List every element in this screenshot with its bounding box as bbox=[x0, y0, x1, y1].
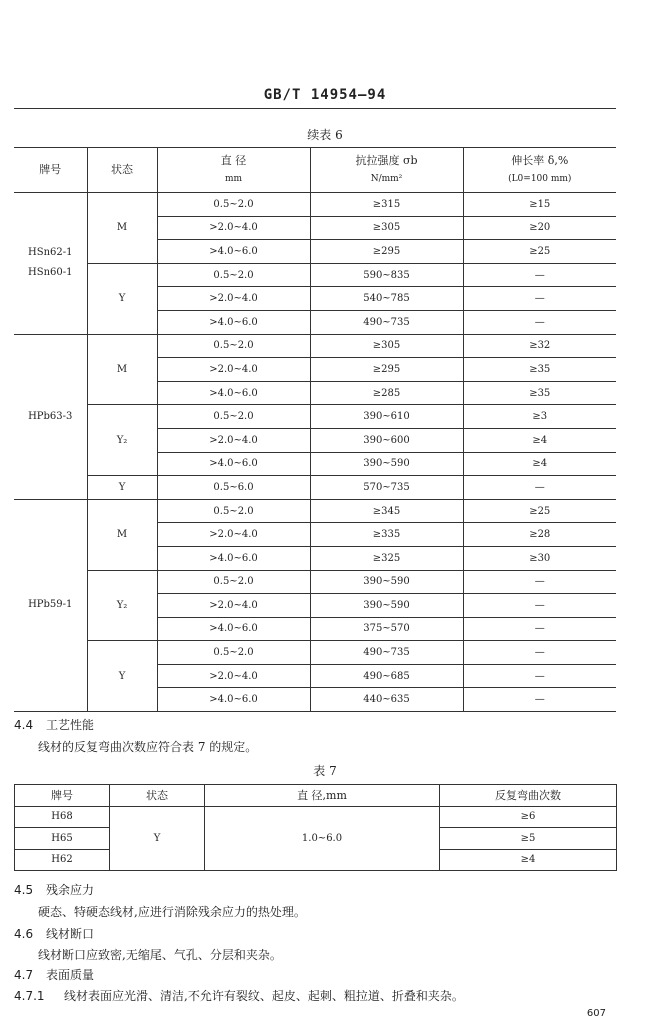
strength-cell: 375~570 bbox=[310, 617, 463, 641]
strength-cell: 490~685 bbox=[310, 664, 463, 688]
diameter-cell: >2.0~4.0 bbox=[157, 216, 310, 240]
state-cell: Y₂ bbox=[87, 570, 157, 641]
header-elongation-sub: (L0=100 mm) bbox=[508, 174, 572, 184]
diameter-cell: >4.0~6.0 bbox=[157, 381, 310, 405]
table-row bbox=[14, 193, 616, 217]
elongation-cell: ≥30 bbox=[463, 546, 616, 570]
diameter-cell: >4.0~6.0 bbox=[157, 240, 310, 264]
strength-cell: ≥305 bbox=[310, 334, 463, 358]
diameter-cell: >4.0~6.0 bbox=[157, 452, 310, 476]
t7-bends: ≥4 bbox=[440, 849, 617, 871]
elongation-cell: ≥35 bbox=[463, 358, 616, 382]
page-number: 607 bbox=[586, 1008, 606, 1019]
diameter-cell: >4.0~6.0 bbox=[157, 310, 310, 334]
diameter-cell: 0.5~2.0 bbox=[157, 499, 310, 523]
diameter-cell: >2.0~4.0 bbox=[157, 358, 310, 382]
strength-cell: 590~835 bbox=[310, 263, 463, 287]
header-diameter-unit: mm bbox=[224, 174, 243, 184]
strength-cell: ≥315 bbox=[310, 193, 463, 217]
grade-cell: HPb63-3 bbox=[14, 334, 87, 499]
section-text: 线材表面应光滑、清洁,不允许有裂纹、起皮、起刺、粗拉道、折叠和夹杂。 bbox=[64, 989, 464, 1003]
elongation-cell: — bbox=[463, 287, 616, 311]
section-4-5-text: 硬态、特硬态线材,应进行消除残余应力的热处理。 bbox=[38, 905, 306, 919]
table-row bbox=[14, 263, 616, 287]
header-elongation-label: 伸长率 δ,% bbox=[511, 154, 569, 167]
standard-code: GB/T 14954—94 bbox=[263, 87, 387, 103]
diameter-cell: >2.0~4.0 bbox=[157, 594, 310, 618]
diameter-cell: >2.0~4.0 bbox=[157, 523, 310, 547]
diameter-cell: >2.0~4.0 bbox=[157, 428, 310, 452]
section-4-5-heading bbox=[14, 881, 94, 898]
strength-cell: ≥325 bbox=[310, 546, 463, 570]
elongation-cell: — bbox=[463, 617, 616, 641]
elongation-cell: ≥3 bbox=[463, 405, 616, 429]
strength-cell: ≥345 bbox=[310, 499, 463, 523]
strength-cell: 390~600 bbox=[310, 428, 463, 452]
table-row bbox=[14, 570, 616, 594]
strength-cell: 390~590 bbox=[310, 594, 463, 618]
strength-cell: 390~590 bbox=[310, 570, 463, 594]
elongation-cell: — bbox=[463, 664, 616, 688]
section-number: 4.6 bbox=[14, 927, 34, 941]
diameter-cell: 0.5~6.0 bbox=[157, 476, 310, 500]
state-cell: Y bbox=[87, 476, 157, 500]
state-cell: Y bbox=[87, 263, 157, 334]
state-cell: M bbox=[87, 334, 157, 405]
section-title: 工艺性能 bbox=[46, 718, 95, 732]
grade-cell: HPb59-1 bbox=[14, 499, 87, 711]
table6-caption: 续表 6 bbox=[307, 128, 343, 142]
elongation-cell: — bbox=[463, 641, 616, 665]
section-number: 4.7.1 bbox=[14, 989, 45, 1003]
section-title: 表面质量 bbox=[46, 968, 95, 982]
header-strength-unit: N/mm² bbox=[370, 174, 403, 184]
strength-cell: ≥305 bbox=[310, 216, 463, 240]
section-title: 残余应力 bbox=[46, 883, 95, 897]
diameter-cell: 0.5~2.0 bbox=[157, 570, 310, 594]
t7-header-bends: 反复弯曲次数 bbox=[440, 785, 617, 807]
elongation-cell: — bbox=[463, 476, 616, 500]
diameter-cell: >4.0~6.0 bbox=[157, 546, 310, 570]
elongation-cell: — bbox=[463, 594, 616, 618]
diameter-cell: 0.5~2.0 bbox=[157, 334, 310, 358]
header-rule bbox=[14, 108, 616, 109]
header-strength bbox=[310, 148, 463, 193]
strength-cell: 440~635 bbox=[310, 688, 463, 712]
section-4-6-heading bbox=[14, 925, 94, 942]
elongation-cell: ≥15 bbox=[463, 193, 616, 217]
strength-cell: ≥285 bbox=[310, 381, 463, 405]
state-cell: Y bbox=[87, 641, 157, 712]
table-6 bbox=[14, 147, 616, 712]
t7-grade: H62 bbox=[15, 849, 110, 871]
table-row bbox=[14, 499, 616, 523]
section-4-6-text: 线材断口应致密,无缩尾、气孔、分层和夹杂。 bbox=[38, 948, 282, 962]
table-6-body bbox=[14, 193, 616, 712]
table-row bbox=[14, 334, 616, 358]
table-row bbox=[15, 806, 617, 828]
header-strength-label: 抗拉强度 σb bbox=[355, 154, 418, 167]
section-title: 线材断口 bbox=[46, 927, 95, 941]
elongation-cell: — bbox=[463, 688, 616, 712]
elongation-cell: — bbox=[463, 310, 616, 334]
diameter-cell: >2.0~4.0 bbox=[157, 287, 310, 311]
elongation-cell: ≥32 bbox=[463, 334, 616, 358]
strength-cell: ≥295 bbox=[310, 358, 463, 382]
t7-state: Y bbox=[110, 806, 205, 871]
strength-cell: ≥335 bbox=[310, 523, 463, 547]
diameter-cell: >2.0~4.0 bbox=[157, 664, 310, 688]
header-diameter-label: 直 径 bbox=[220, 154, 247, 167]
table7-caption: 表 7 bbox=[313, 764, 337, 778]
strength-cell: 540~785 bbox=[310, 287, 463, 311]
diameter-cell: >4.0~6.0 bbox=[157, 688, 310, 712]
t7-bends: ≥6 bbox=[440, 806, 617, 828]
elongation-cell: ≥28 bbox=[463, 523, 616, 547]
t7-grade: H68 bbox=[15, 806, 110, 828]
header-elongation bbox=[463, 148, 616, 193]
header-grade: 牌号 bbox=[14, 148, 87, 193]
strength-cell: 490~735 bbox=[310, 310, 463, 334]
section-4-7-1 bbox=[14, 987, 464, 1004]
t7-header-diameter: 直 径,mm bbox=[205, 785, 440, 807]
section-4-4-heading bbox=[14, 716, 94, 733]
elongation-cell: ≥4 bbox=[463, 428, 616, 452]
diameter-cell: 0.5~2.0 bbox=[157, 405, 310, 429]
t7-grade: H65 bbox=[15, 828, 110, 850]
elongation-cell: — bbox=[463, 263, 616, 287]
table-row bbox=[14, 641, 616, 665]
t7-header-state: 状态 bbox=[110, 785, 205, 807]
elongation-cell: ≥25 bbox=[463, 240, 616, 264]
state-cell: M bbox=[87, 499, 157, 570]
elongation-cell: — bbox=[463, 570, 616, 594]
section-number: 4.7 bbox=[14, 968, 34, 982]
elongation-cell: ≥35 bbox=[463, 381, 616, 405]
t7-diameter: 1.0~6.0 bbox=[205, 806, 440, 871]
header-diameter bbox=[157, 148, 310, 193]
grade-cell: HSn62-1 HSn60-1 bbox=[14, 193, 87, 335]
section-4-7-heading bbox=[14, 966, 94, 983]
header-state: 状态 bbox=[87, 148, 157, 193]
strength-cell: ≥295 bbox=[310, 240, 463, 264]
state-cell: Y₂ bbox=[87, 405, 157, 476]
diameter-cell: 0.5~2.0 bbox=[157, 193, 310, 217]
elongation-cell: ≥25 bbox=[463, 499, 616, 523]
table-7 bbox=[14, 784, 617, 871]
state-cell: M bbox=[87, 193, 157, 264]
table-row bbox=[14, 405, 616, 429]
t7-bends: ≥5 bbox=[440, 828, 617, 850]
section-number: 4.5 bbox=[14, 883, 34, 897]
strength-cell: 390~610 bbox=[310, 405, 463, 429]
strength-cell: 490~735 bbox=[310, 641, 463, 665]
diameter-cell: 0.5~2.0 bbox=[157, 641, 310, 665]
t7-header-grade: 牌号 bbox=[15, 785, 110, 807]
strength-cell: 570~735 bbox=[310, 476, 463, 500]
table-row bbox=[14, 476, 616, 500]
diameter-cell: 0.5~2.0 bbox=[157, 263, 310, 287]
elongation-cell: ≥4 bbox=[463, 452, 616, 476]
diameter-cell: >4.0~6.0 bbox=[157, 617, 310, 641]
section-number: 4.4 bbox=[14, 718, 34, 732]
strength-cell: 390~590 bbox=[310, 452, 463, 476]
section-4-4-text: 线材的反复弯曲次数应符合表 7 的规定。 bbox=[38, 740, 258, 754]
elongation-cell: ≥20 bbox=[463, 216, 616, 240]
